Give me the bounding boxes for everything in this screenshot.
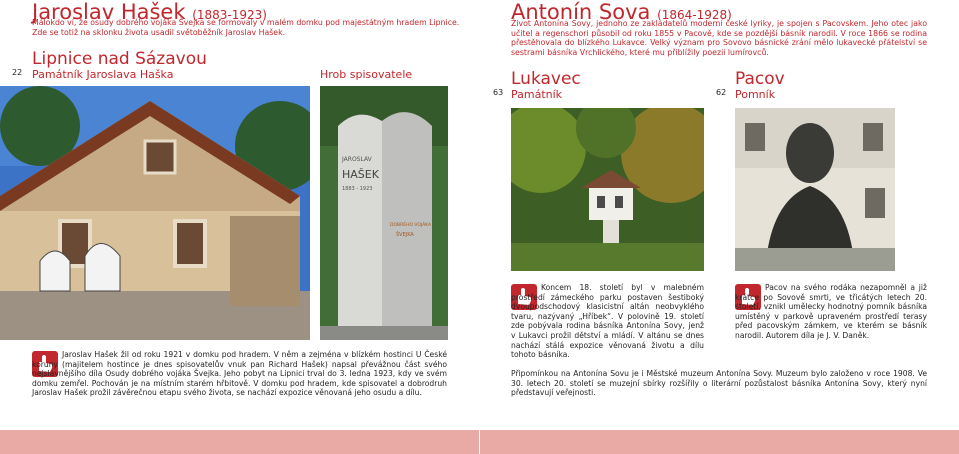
left-body-text: Jaroslav Hašek žil od roku 1921 v domku pod hradem. V něm a zejména v blízkém hostinci U České koruny (majitelem hostince je dnes spisovatelův vnuk pan Richard Hašek) napsal převážnou část svého nejslavnějšího díla Osudy dobrého vojáka Švejka. Jeho pobyt na Lipnici trval do 3. ledna 1923, kdy ve svém domku zemřel. Pochován je na místním starém hřbitově. V domku pod hradem, kde spisovatel a dobrodruh Jaroslav Hašek prožil závěrečnou etapu svého života, se nachází expozice věnovaná jeho osudu a dílu. <box>32 350 447 398</box>
stone-line-2: HAŠEK <box>342 168 379 181</box>
lukavec-subtitle: Památník <box>511 88 563 101</box>
left-page-number: 22 <box>12 68 23 77</box>
left-intro <box>32 18 472 37</box>
page-gutter <box>479 0 480 454</box>
left-place-title: Lipnice nad Sázavou <box>32 49 207 69</box>
pacov-text: Pacov na svého rodáka nezapomněl a již krátce po Sovově smrti, ve třicátých letech 20. století, vznikl umělecky hodnotný pomník básníka umístěný v parkově upraveném prostředí terasy před pacovským zámkem, ve kterém se básník narodil. Autorem díla je J. V. Daněk. <box>735 283 927 340</box>
left-intro-line1: Málokdo ví, že osudy dobrého vojáka Švejka se formovaly v malém domku pod majestátným hradem Lipnice. <box>32 18 460 27</box>
lukavec-title: Lukavec <box>511 69 581 89</box>
pacov-page-number: 62 <box>716 88 727 97</box>
lukavec-text: Koncem 18. století byl v malebném prostředí zámeckého parku postaven šestiboký dvoupodschodový klasicistní altán neobvyklého tvaru, nazývaný „Hříbek“. V polovině 19. století zde pobývala rodina básníka Antonína Sovy, jenž v Lukavci prožil dětství a mládí. V altánu se dnes nachází stálá expozice věnovaná životu a dílu tohoto básníka. <box>511 283 704 360</box>
left-place-subtitle: Památník Jaroslava Haška <box>32 68 174 81</box>
left-title-years: (1883-1923) <box>192 8 267 22</box>
grave-label: Hrob spisovatele <box>320 68 413 81</box>
left-intro-line2: Zde se totiž na sklonku života usadil světoběžník Jaroslav Hašek. <box>32 27 286 37</box>
left-title-name: Jaroslav Hašek <box>32 0 186 24</box>
right-title-years: (1864-1928) <box>657 8 732 22</box>
left-footer-stripe <box>0 430 479 454</box>
pacov-monument-photo <box>735 108 895 271</box>
pacov-title: Pacov <box>735 69 785 89</box>
stone-line-5: ŠVEJKA <box>396 232 414 238</box>
lukavec-pavilion-photo <box>511 108 704 271</box>
stone-line-3: 1883 - 1923 <box>342 186 373 192</box>
right-footer-text: Připomínkou na Antonína Sovu je i Městské muzeum Antonína Sovy. Muzeum bylo založeno v roce 1908. Ve 30. letech 20. století se muzejní sbírky rozšířily o literární pozůstalost básníka Antonína Sovy, který nyní představují veřejnosti. <box>511 369 927 398</box>
right-title-name: Antonín Sova <box>511 0 651 24</box>
grave-photo <box>320 86 448 340</box>
stone-line-4: DOBRÉHO VOJÁKA <box>390 223 432 228</box>
right-intro: Život Antonína Sovy, jednoho ze zakladatelů moderní české lyriky, je spojen s Pacovskem. Jeho otec jako učitel a regenschori působil od roku 1855 v Pacově, kde se pozdější básník narodil. V roce 1866 se rodina přestěhovala do blízkého Lukavce. Velký význam pro Sovovo básnické zrání mělo lukavecké přátelství se sestrami básníka Vrchlického, které mu přiblížily poezii lumírovců. <box>511 19 927 57</box>
pacov-subtitle: Pomník <box>735 88 776 101</box>
house-photo <box>0 86 310 340</box>
right-footer-stripe <box>480 430 959 454</box>
stone-line-1: JAROSLAV <box>342 156 372 163</box>
lukavec-page-number: 63 <box>493 88 504 97</box>
